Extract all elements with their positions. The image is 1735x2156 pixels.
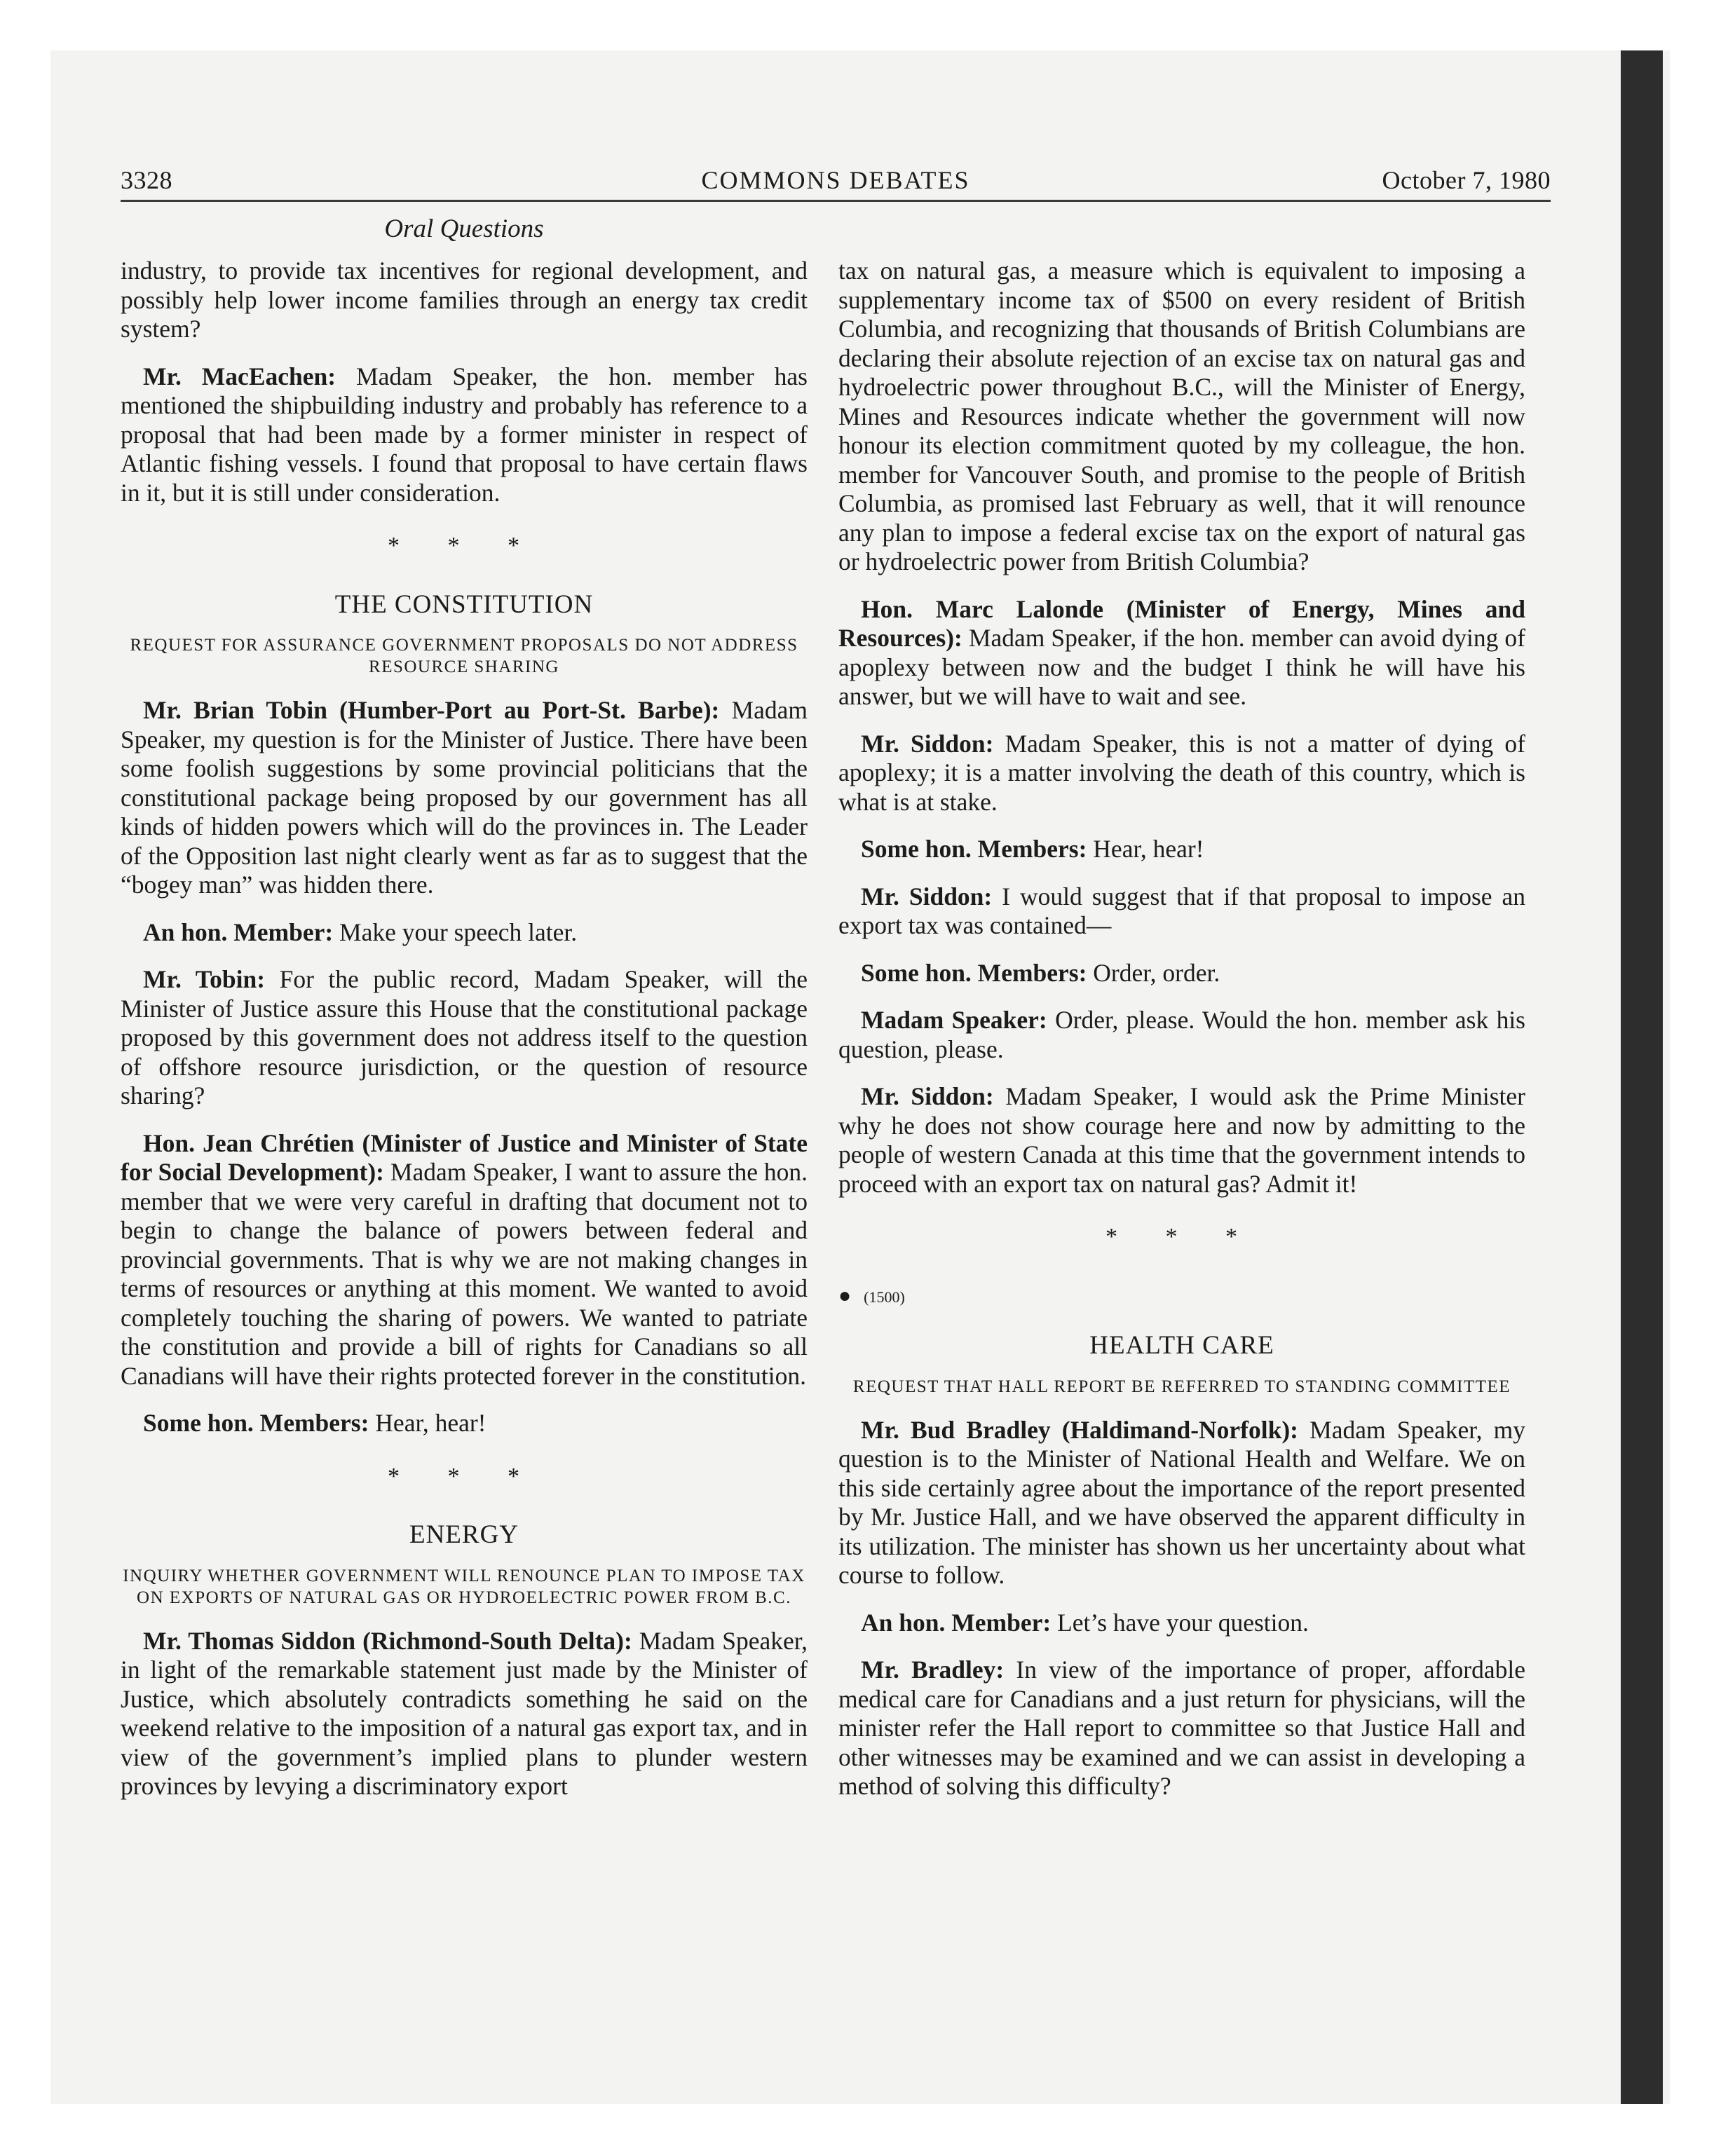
speech-text: Madam Speaker, my question is for the Minister of Justice. There have been some foolish suggestions by some provincial politicians that the constitutional package being proposed by our government has all kinds of hidden powers which will do the provinces in. The Leader of the Opposition last night clearly went as far as to suggest that the “bogey man” was hidden there.: [121, 696, 808, 899]
speaker-name: Mr. Siddon:: [861, 729, 994, 758]
speaker-name: Mr. Bud Bradley (Haldimand-Norfolk):: [861, 1415, 1298, 1444]
speaker-name: Mr. Siddon:: [861, 882, 993, 910]
paragraph: [838, 959, 1525, 988]
section-subheading: REQUEST THAT HALL REPORT BE REFERRED TO STANDING COMMITTEE: [852, 1377, 1511, 1396]
speaker-name: Mr. MacEachen:: [143, 362, 336, 390]
section-heading: THE CONSTITUTION: [334, 589, 594, 619]
speech-text: Madam Speaker, in light of the remarkable statement just made by the Minister of Justice, which absolutely contradicts something he said on the weekend relative to the imposition of a natural gas export tax, and in view of the government’s implied plans to plunder western provinces by levying a discriminatory export: [121, 1626, 808, 1800]
paragraph: [838, 1082, 1525, 1199]
time-marker: [838, 1281, 1525, 1312]
speech-text: Order, please. Would the hon. member ask his question, please.: [838, 1006, 1525, 1063]
section-title: Oral Questions: [384, 214, 544, 243]
section-separator: * * *: [1105, 1224, 1258, 1250]
speaker-name: Mr. Siddon:: [861, 1082, 994, 1110]
speech-text: Order, order.: [1087, 958, 1220, 987]
speaker-name: Mr. Thomas Siddon (Richmond-South Delta):: [143, 1626, 632, 1655]
speaker-name: Mr. Brian Tobin (Humber-Port au Port-St. Barbe):: [143, 696, 720, 724]
section-subheading: INQUIRY WHETHER GOVERNMENT WILL RENOUNCE PLAN TO IMPOSE TAX ON EXPORTS OF NATURAL GAS OR HYDROELECTRIC POWER FROM B.C.: [123, 1566, 805, 1607]
section-heading: ENERGY: [409, 1520, 519, 1549]
paragraph: [838, 1006, 1525, 1064]
speech-text: For the public record, Madam Speaker, will the Minister of Justice assure this House that the constitutional package proposed by this government does not address itself to the question of offshore resource jurisdiction, or the question of resource sharing?: [121, 965, 808, 1110]
paragraph: [838, 730, 1525, 817]
section-separator: * * *: [388, 533, 540, 559]
journal-title: COMMONS DEBATES: [701, 166, 970, 194]
section-separator: * * *: [388, 1463, 540, 1489]
speech-text: Madam Speaker, this is not a matter of dying of apoplexy; it is a matter involving the death of this country, which is what is at stake.: [838, 729, 1526, 816]
left-column: [121, 257, 808, 1820]
speaker-name: Hon. Marc Lalonde (Minister of Energy, Mines and Resources):: [838, 594, 1525, 652]
paragraph: [838, 882, 1525, 941]
speech-text: Madam Speaker, my question is to the Minister of National Health and Welfare. We on this side certainly agree about the importance of the report presented by Mr. Justice Hall, and we have observed the apparent difficulty in its utilization. The minister has shown us her uncertainty about what course to follow.: [838, 1415, 1525, 1589]
section-heading: HEALTH CARE: [1089, 1331, 1274, 1360]
paragraph: [838, 1609, 1525, 1638]
speech-text: Make your speech later.: [333, 917, 578, 946]
page-edge-shadow: [1621, 50, 1663, 2104]
speaker-name: An hon. Member:: [861, 1608, 1052, 1637]
speech-text: I would suggest that if that proposal to impose an export tax was contained—: [838, 882, 1525, 939]
time-marker-text: (1500): [864, 1288, 905, 1306]
speech-text: Madam Speaker, if the hon. member can avoid dying of apoplexy between now and the budget I think he will have his answer, but we will have to wait and see.: [838, 624, 1525, 710]
page-header: [121, 163, 1551, 205]
right-column: [838, 257, 1525, 1820]
speaker-name: Some hon. Members:: [143, 1409, 369, 1437]
paragraph: [838, 595, 1525, 711]
speech-text: Madam Speaker, I would ask the Prime Minister why he does not show courage here and now by admitting to the people of western Canada at this time that the government intends to proceed with an export tax on natural gas? Admit it!: [838, 1082, 1525, 1198]
speech-text: In view of the importance of proper, affordable medical care for Canadians and a just return for physicians, will the minister refer the Hall report to committee so that Justice Hall and other witnesses may be examined and we can assist in developing a method of solving this difficulty?: [838, 1656, 1525, 1800]
speaker-name: Madam Speaker:: [861, 1006, 1047, 1034]
paragraph: [838, 1416, 1525, 1590]
speaker-name: An hon. Member:: [143, 917, 334, 946]
paragraph: [121, 965, 808, 1111]
bullet-icon: ●: [838, 1283, 852, 1307]
speaker-name: Mr. Tobin:: [143, 965, 266, 993]
speaker-name: Mr. Bradley:: [861, 1656, 1005, 1684]
paragraph: [121, 1129, 808, 1391]
speech-text: Madam Speaker, the hon. member has mentioned the shipbuilding industry and probably has reference to a proposal that had been made by a former minister in respect of Atlantic fishing vessels. I found that proposal to have certain flaws in it, but it is still under consideration.: [121, 362, 808, 507]
page-number: 3328: [121, 166, 172, 194]
speech-text: Hear, hear!: [1087, 835, 1204, 863]
speech-text: Hear, hear!: [369, 1409, 487, 1437]
paragraph: [121, 1409, 808, 1438]
speaker-name: Some hon. Members:: [861, 958, 1087, 987]
speech-text: Madam Speaker, I want to assure the hon. member that we were very careful in drafting that document not to begin to change the balance of powers between federal and provincial governments. That is why we are not making changes in terms of resources or anything at this moment. We wanted to avoid completely touching the sharing of powers. We wanted to patriate the constitution and provide a bill of rights for Canadians so all Canadians will have their rights protected forever in the constitution.: [121, 1158, 808, 1390]
paragraph: industry, to provide tax incentives for regional development, and possibly help lower income families through an energy tax credit system?: [121, 257, 808, 343]
paragraph: [121, 696, 808, 900]
header-rule: [121, 200, 1551, 202]
paragraph: tax on natural gas, a measure which is equivalent to imposing a supplementary income tax of $500 on every resident of British Columbia, and recognizing that thousands of British Columbians are declaring their absolute rejection of an excise tax on natural gas and hydroelectric power throughout B.C., will the Minister of Energy, Mines and Resources indicate whether the government will now honour its election commitment quoted by my colleague, the hon. member for Vancouver South, and promise to the people of British Columbia, as promised last February as well, that it will renounce any plan to impose a federal excise tax on the export of natural gas or hydroelectric power from British Columbia?: [838, 257, 1525, 575]
paragraph: [838, 835, 1525, 864]
paragraph: [121, 1627, 808, 1801]
speech-text: Let’s have your question.: [1051, 1608, 1309, 1637]
speaker-name: Hon. Jean Chrétien (Minister of Justice and Minister of State for Social Development):: [121, 1128, 808, 1186]
issue-date: October 7, 1980: [1382, 166, 1551, 194]
paragraph: [838, 1656, 1525, 1801]
paragraph: [121, 362, 808, 508]
paragraph: [121, 918, 808, 948]
section-subheading: REQUEST FOR ASSURANCE GOVERNMENT PROPOSALS DO NOT ADDRESS RESOURCE SHARING: [130, 636, 798, 676]
speaker-name: Some hon. Members:: [861, 835, 1087, 863]
